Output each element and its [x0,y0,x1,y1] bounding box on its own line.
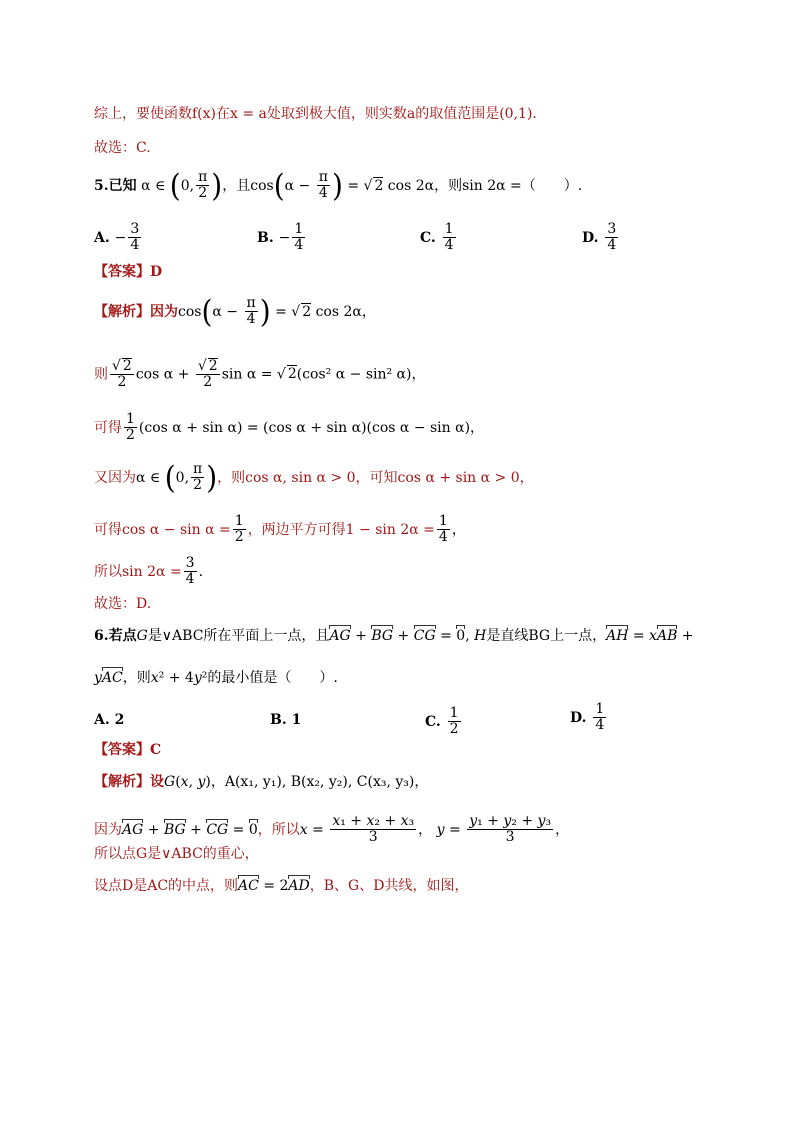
q6-option-c: C. $\frac{1}{2}$ [425,705,459,738]
q5-answer: 【答案】D [94,264,163,280]
text-line-2: 故选：C. [94,140,151,156]
q6-option-b: B. 1 [270,712,302,728]
q6-analysis-4: 设点D是AC的中点，则AC = 2AD，B、G、D共线，如图， [94,878,469,894]
q5-analysis-6: 所以sin 2α = $\frac{3}{4}$ . [94,555,204,588]
q6-option-a: A. 2 [94,712,125,728]
q6-analysis-1: 【解析】设G(x, y)，A(x₁, y₁), B(x₂, y₂), C(x₃, y₃)， [94,774,429,790]
q5-analysis-3: 可得 $\frac{1}{2}$ (cos α + sin α) = (cos α + sin α)(cos α − sin α)， [94,411,485,444]
q5-selection: 故选：D. [94,596,152,612]
q6-analysis-2: 因为AG + BG + CG = 0，所以x = $\frac{\text{x₁ + x₂ + x₃}}{3}$ ， y = $\frac{\text{y₁ + y₂ + y₃}}{3}$ ， [94,813,570,846]
q5-option-b: B. − $\frac{1}{4}$ [257,221,304,254]
q5-stem: 5.已知 α ∈ (0, $\frac{\pi}{2}$ )，且cos(α − $\frac{\pi}{4}$ ) = √ 2 cos 2α，则sin 2α =（ ）. [94,167,583,204]
q5-option-a: A. − $\frac{3}{4}$ [94,221,140,254]
q5-analysis-1: 【解析】因为cos(α − $\frac{\pi}{4}$ ) = √ 2 cos 2α， [94,293,376,330]
q5-analysis-2: 则 $\frac{√ 2}{2}$ cos α + $\frac{√ 2}{2}$ sin α = √ 2(cos² α − sin² α)， [94,358,426,391]
q6-option-d: D. $\frac{1}{4}$ [570,701,605,734]
q5-analysis-4: 又因为α ∈ (0, $\frac{\pi}{2}$ )，则cos α, sin α > 0，可知cos α + sin α > 0， [94,459,534,496]
q6-analysis-3: 所以点G是∨ABC的重心， [94,846,259,862]
q5-option-c: C. $\frac{1}{4}$ [420,221,454,254]
q6-stem-1: 6.若点G是∨ABC所在平面上一点，且AG + BG + CG = 0, H是直线BG上一点，AH = xAB + [94,628,694,644]
q6-answer: 【答案】C [94,742,162,758]
q5-option-d: D. $\frac{3}{4}$ [582,221,617,254]
q6-stem-2: yAC，则x² + 4y²的最小值是（ ）. [94,670,338,686]
q5-analysis-5: 可得cos α − sin α = $\frac{1}{2}$ ，两边平方可得1 − sin 2α = $\frac{1}{4}$ ， [94,513,466,546]
text-line-1: 综上，要使函数f(x)在x = a处取到极大值，则实数a的取值范围是(0,1)． [94,106,547,122]
